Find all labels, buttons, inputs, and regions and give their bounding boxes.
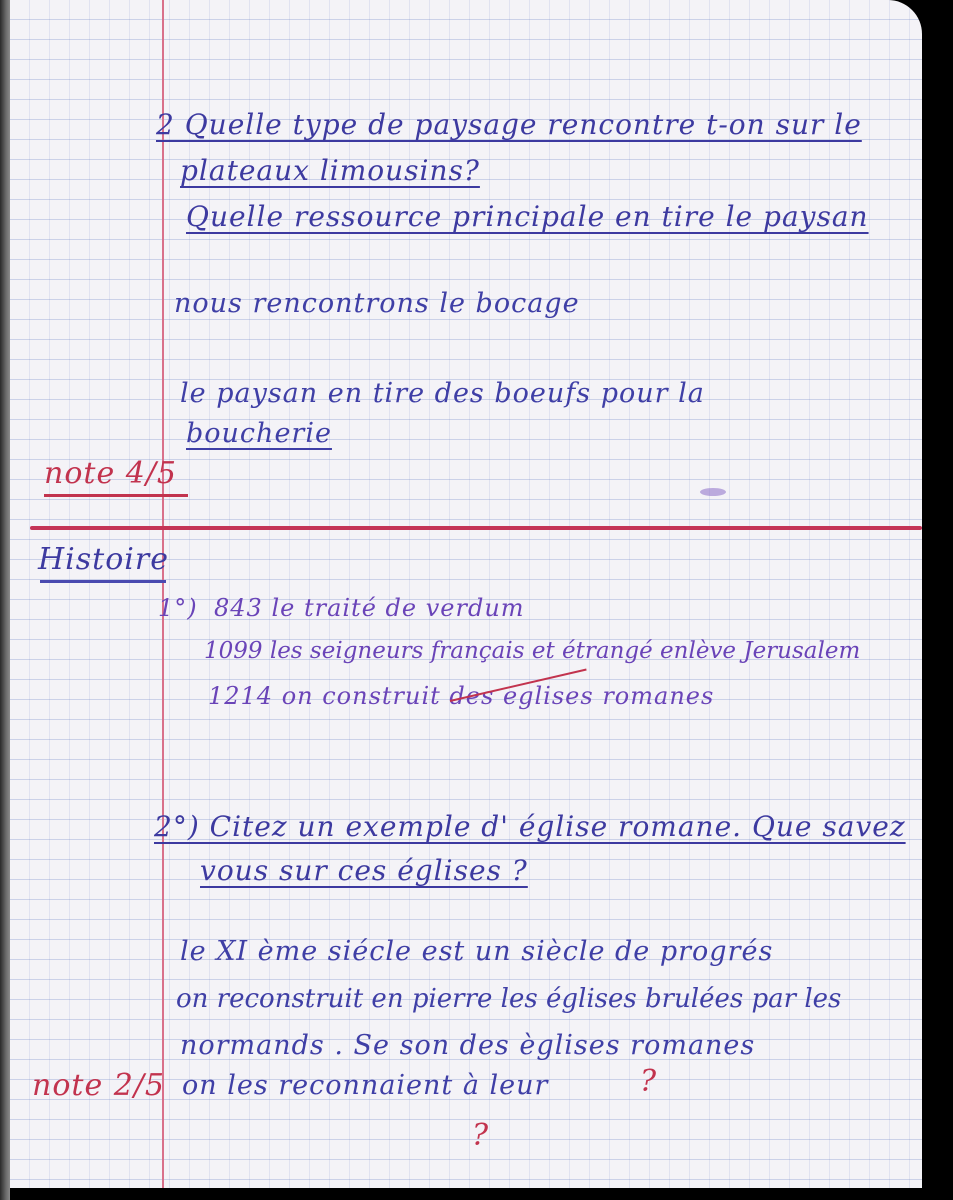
section-separator: [30, 526, 922, 530]
teacher-question-mark-1: ?: [640, 1064, 658, 1099]
answer2-line-3: normands . Se son des èglises romanes: [180, 1030, 756, 1061]
question-line-2: plateaux limousins?: [180, 154, 480, 187]
notebook-page: [10, 0, 922, 1188]
q1-line-2: 1099 les seigneurs français et étrangé enlève Jerusalem: [204, 638, 861, 664]
q2-line-2: vous sur ces églises ?: [200, 854, 528, 887]
grade-note-1-underline: [44, 494, 188, 497]
grade-note-2: note 2/5: [32, 1068, 166, 1103]
q1-number: 1°): [158, 594, 198, 622]
q1-line-1: 843 le traité de verdum: [214, 594, 525, 622]
q1-line-3: 1214 on construit des eglises romanes: [208, 682, 715, 710]
question-line-3: Quelle ressource principale en tire le paysan: [186, 200, 869, 233]
answer-line-1: nous rencontrons le bocage: [174, 288, 580, 319]
q2-line-1: 2°) Citez un exemple d' église romane. Que savez: [154, 810, 906, 843]
teacher-question-mark-2: ?: [472, 1118, 490, 1153]
ink-smudge: [700, 488, 726, 496]
histoire-heading: Histoire: [38, 542, 169, 577]
histoire-heading-underline: [40, 580, 166, 583]
answer-line-3: boucherie: [186, 418, 332, 449]
answer2-line-4: on les reconnaient à leur: [182, 1070, 549, 1101]
answer-line-2: le paysan en tire des boeufs pour la: [180, 378, 705, 409]
answer2-line-1: le XI ème siécle est un siècle de progrés: [180, 936, 774, 967]
question-line-1: 2 Quelle type de paysage rencontre t-on sur le: [156, 108, 862, 141]
grade-note-1: note 4/5: [44, 456, 178, 491]
notebook-spine: [0, 0, 10, 1200]
answer2-line-2: on reconstruit en pierre les églises brulées par les: [176, 984, 842, 1014]
